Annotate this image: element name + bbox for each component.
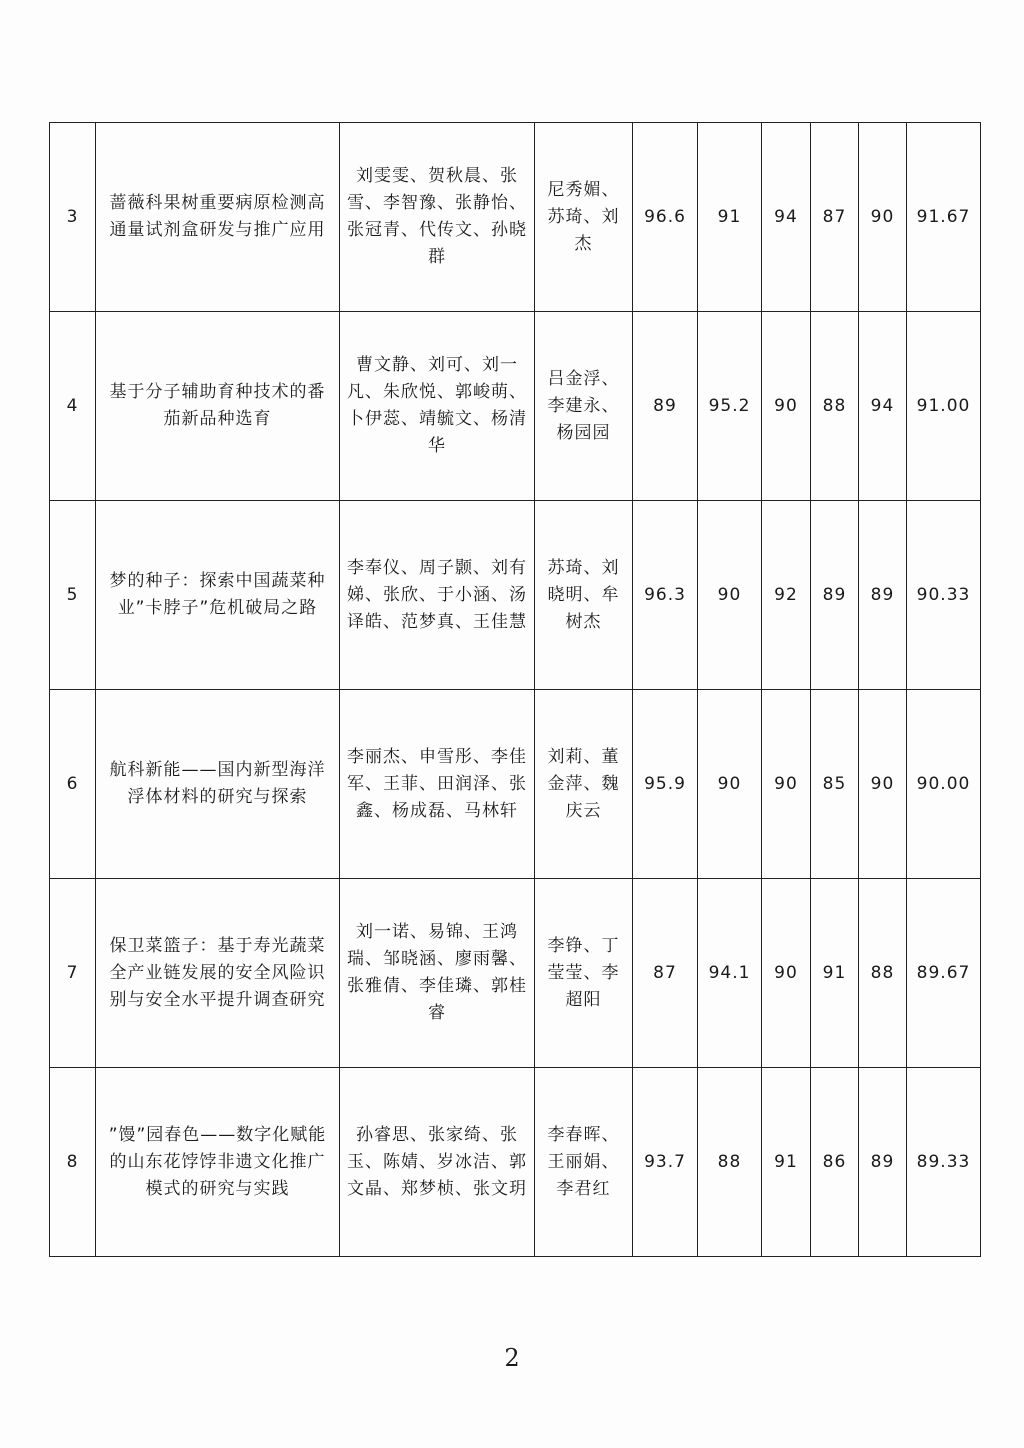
- row-number: 8: [50, 1068, 96, 1257]
- advisors: 李铮、丁莹莹、李超阳: [535, 879, 633, 1068]
- score-2: 95.2: [698, 312, 762, 501]
- team-members: 孙睿思、张家绮、张玉、陈婧、岁冰洁、郭文晶、郑梦桢、张文玥: [340, 1068, 535, 1257]
- team-members: 曹文静、刘可、刘一凡、朱欣悦、郭峻萌、卜伊蕊、靖毓文、杨清华: [340, 312, 535, 501]
- advisors: 吕金浮、李建永、杨园园: [535, 312, 633, 501]
- score-5: 88: [859, 879, 907, 1068]
- average-score: 90.00: [907, 690, 981, 879]
- score-4: 86: [811, 1068, 859, 1257]
- table-row: [50, 879, 981, 1068]
- row-number: 5: [50, 501, 96, 690]
- advisors: 尼秀媚、苏琦、刘杰: [535, 123, 633, 312]
- score-1: 87: [633, 879, 698, 1068]
- average-score: 89.33: [907, 1068, 981, 1257]
- row-number: 3: [50, 123, 96, 312]
- score-1: 96.3: [633, 501, 698, 690]
- project-title: ”馒”园春色——数字化赋能的山东花饽饽非遗文化推广模式的研究与实践: [96, 1068, 340, 1257]
- score-4: 91: [811, 879, 859, 1068]
- table-row: [50, 312, 981, 501]
- score-2: 94.1: [698, 879, 762, 1068]
- table-row: [50, 690, 981, 879]
- score-table: [49, 122, 981, 1257]
- score-5: 94: [859, 312, 907, 501]
- team-members: 刘一诺、易锦、王鸿瑞、邹晓涵、廖雨馨、张雅倩、李佳璘、郭桂睿: [340, 879, 535, 1068]
- project-title: 保卫菜篮子：基于寿光蔬菜全产业链发展的安全风险识别与安全水平提升调查研究: [96, 879, 340, 1068]
- score-3: 91: [762, 1068, 811, 1257]
- average-score: 90.33: [907, 501, 981, 690]
- score-4: 89: [811, 501, 859, 690]
- score-5: 90: [859, 690, 907, 879]
- score-3: 90: [762, 690, 811, 879]
- project-title: 基于分子辅助育种技术的番茄新品种选育: [96, 312, 340, 501]
- table-row: [50, 501, 981, 690]
- project-title: 蔷薇科果树重要病原检测高通量试剂盒研发与推广应用: [96, 123, 340, 312]
- score-1: 89: [633, 312, 698, 501]
- score-1: 93.7: [633, 1068, 698, 1257]
- team-members: 刘雯雯、贺秋晨、张雪、李智豫、张静怡、张冠青、代传文、孙晓群: [340, 123, 535, 312]
- project-title: 梦的种子：探索中国蔬菜种业”卡脖子”危机破局之路: [96, 501, 340, 690]
- advisors: 苏琦、刘晓明、牟树杰: [535, 501, 633, 690]
- score-4: 87: [811, 123, 859, 312]
- row-number: 4: [50, 312, 96, 501]
- team-members: 李丽杰、申雪彤、李佳军、王菲、田润泽、张鑫、杨成磊、马林轩: [340, 690, 535, 879]
- row-number: 7: [50, 879, 96, 1068]
- score-5: 89: [859, 1068, 907, 1257]
- score-3: 90: [762, 312, 811, 501]
- score-2: 88: [698, 1068, 762, 1257]
- average-score: 91.67: [907, 123, 981, 312]
- page-number: 2: [504, 1344, 520, 1372]
- project-title: 航科新能——国内新型海洋浮体材料的研究与探索: [96, 690, 340, 879]
- table-body: [50, 123, 981, 1257]
- score-4: 88: [811, 312, 859, 501]
- score-3: 94: [762, 123, 811, 312]
- score-5: 90: [859, 123, 907, 312]
- average-score: 91.00: [907, 312, 981, 501]
- advisors: 李春晖、王丽娟、李君红: [535, 1068, 633, 1257]
- advisors: 刘莉、董金萍、魏庆云: [535, 690, 633, 879]
- score-2: 90: [698, 690, 762, 879]
- score-3: 90: [762, 879, 811, 1068]
- score-2: 91: [698, 123, 762, 312]
- score-4: 85: [811, 690, 859, 879]
- score-1: 95.9: [633, 690, 698, 879]
- team-members: 李奉仪、周子颢、刘有娣、张欣、于小涵、汤译皓、范梦真、王佳慧: [340, 501, 535, 690]
- table-row: [50, 1068, 981, 1257]
- score-1: 96.6: [633, 123, 698, 312]
- table-row: [50, 123, 981, 312]
- row-number: 6: [50, 690, 96, 879]
- average-score: 89.67: [907, 879, 981, 1068]
- score-5: 89: [859, 501, 907, 690]
- score-2: 90: [698, 501, 762, 690]
- score-3: 92: [762, 501, 811, 690]
